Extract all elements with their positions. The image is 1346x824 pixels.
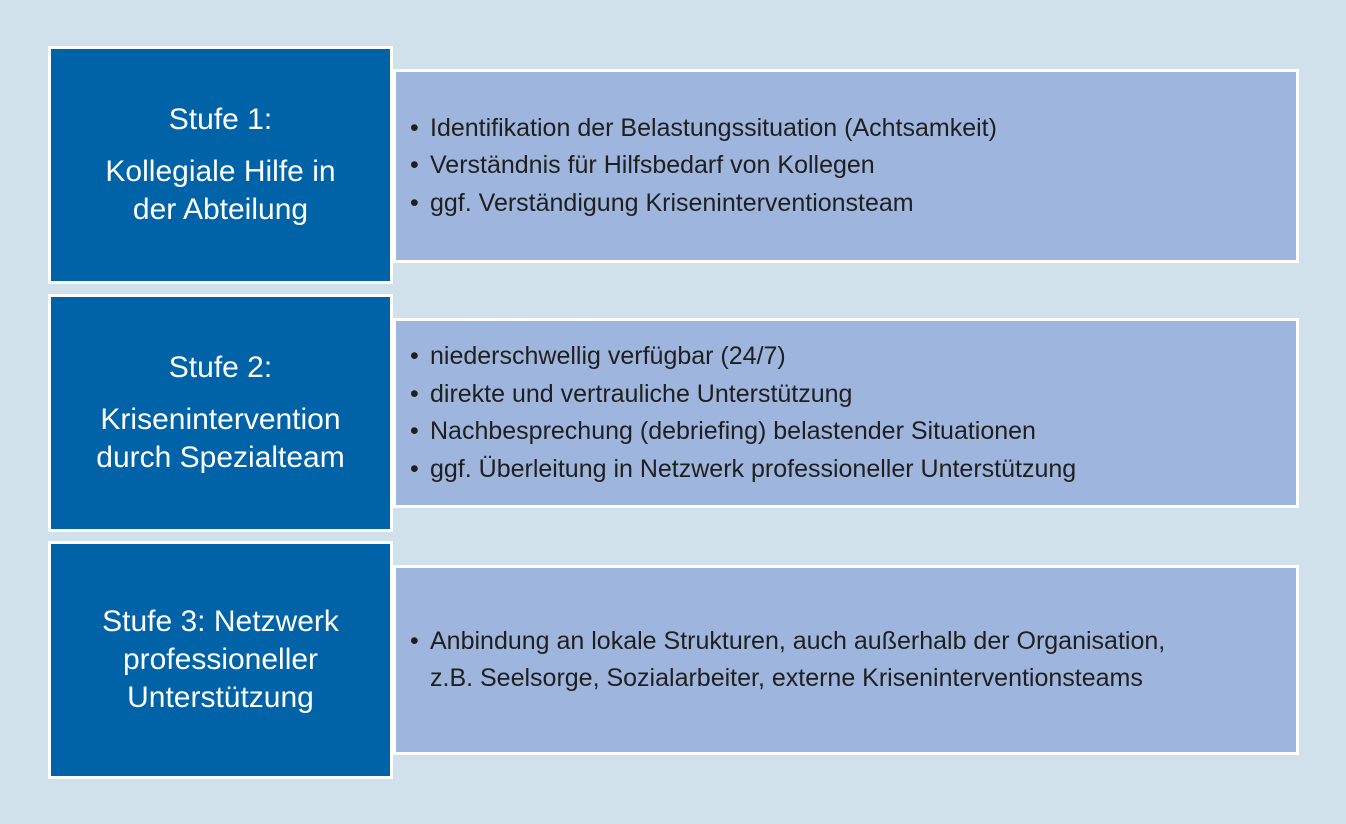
bullet-icon: • [410, 626, 419, 655]
stage-3-detail-list [410, 623, 1296, 698]
bullet-icon: • [410, 379, 419, 408]
stage-2-subtitle [96, 401, 344, 477]
stage-1-subtitle-line: der Abteilung [132, 193, 309, 226]
detail-text: direkte und vertrauliche Unterstützung [430, 379, 853, 408]
detail-text: Anbindung an lokale Strukturen, auch außerhalb der Organisation, [430, 626, 1166, 655]
stage-2-title: Stufe 2: [168, 351, 273, 384]
stage-3-title-line: Stufe 3: Netzwerk [102, 605, 339, 638]
stage-1-subtitle-line: Kollegiale Hilfe in [105, 155, 336, 188]
stage-3-details [393, 565, 1299, 755]
stage-1-details [393, 69, 1299, 263]
detail-item [410, 338, 1296, 376]
detail-item [410, 623, 1296, 698]
detail-text: Verständnis für Hilfsbedarf von Kollegen [430, 151, 875, 180]
detail-text: ggf. Überleitung in Netzwerk professioneller Unterstützung [430, 454, 1077, 483]
detail-item [410, 110, 1296, 148]
stage-2-subtitle-line: Krisenintervention [100, 403, 341, 436]
stage-3-title [102, 603, 339, 717]
detail-item [410, 185, 1296, 223]
stage-2-detail-list [410, 338, 1296, 488]
detail-item [410, 413, 1296, 451]
stage-3-title-line: Unterstützung [127, 681, 314, 714]
detail-item [410, 376, 1296, 414]
detail-text: Nachbesprechung (debriefing) belastender Situationen [430, 417, 1036, 445]
stage-1-title: Stufe 1: [168, 103, 273, 136]
bullet-icon: • [410, 454, 419, 483]
bullet-icon: • [410, 113, 419, 142]
bullet-icon: • [410, 417, 419, 445]
detail-text: ggf. Verständigung Kriseninterventionsteam [430, 188, 914, 217]
stage-1-subtitle [105, 153, 335, 229]
stage-2-subtitle-line: durch Spezialteam [96, 441, 345, 474]
stage-1-detail-list [410, 110, 1296, 223]
detail-item [410, 147, 1296, 185]
detail-text: niederschwellig verfügbar (24/7) [430, 342, 786, 370]
detail-text: Identifikation der Belastungssituation (Achtsamkeit) [430, 113, 997, 142]
stage-2-box [48, 294, 393, 532]
stage-1-box [48, 46, 393, 284]
stage-3-box [48, 541, 393, 779]
bullet-icon: • [410, 188, 419, 217]
bullet-icon: • [410, 342, 419, 370]
stage-2-details [393, 318, 1299, 508]
detail-item [410, 451, 1296, 489]
bullet-icon: • [410, 151, 419, 180]
detail-text: z.B. Seelsorge, Sozialarbeiter, externe Kriseninterventionsteams [430, 664, 1143, 692]
stage-3-title-line: professioneller [122, 643, 319, 676]
